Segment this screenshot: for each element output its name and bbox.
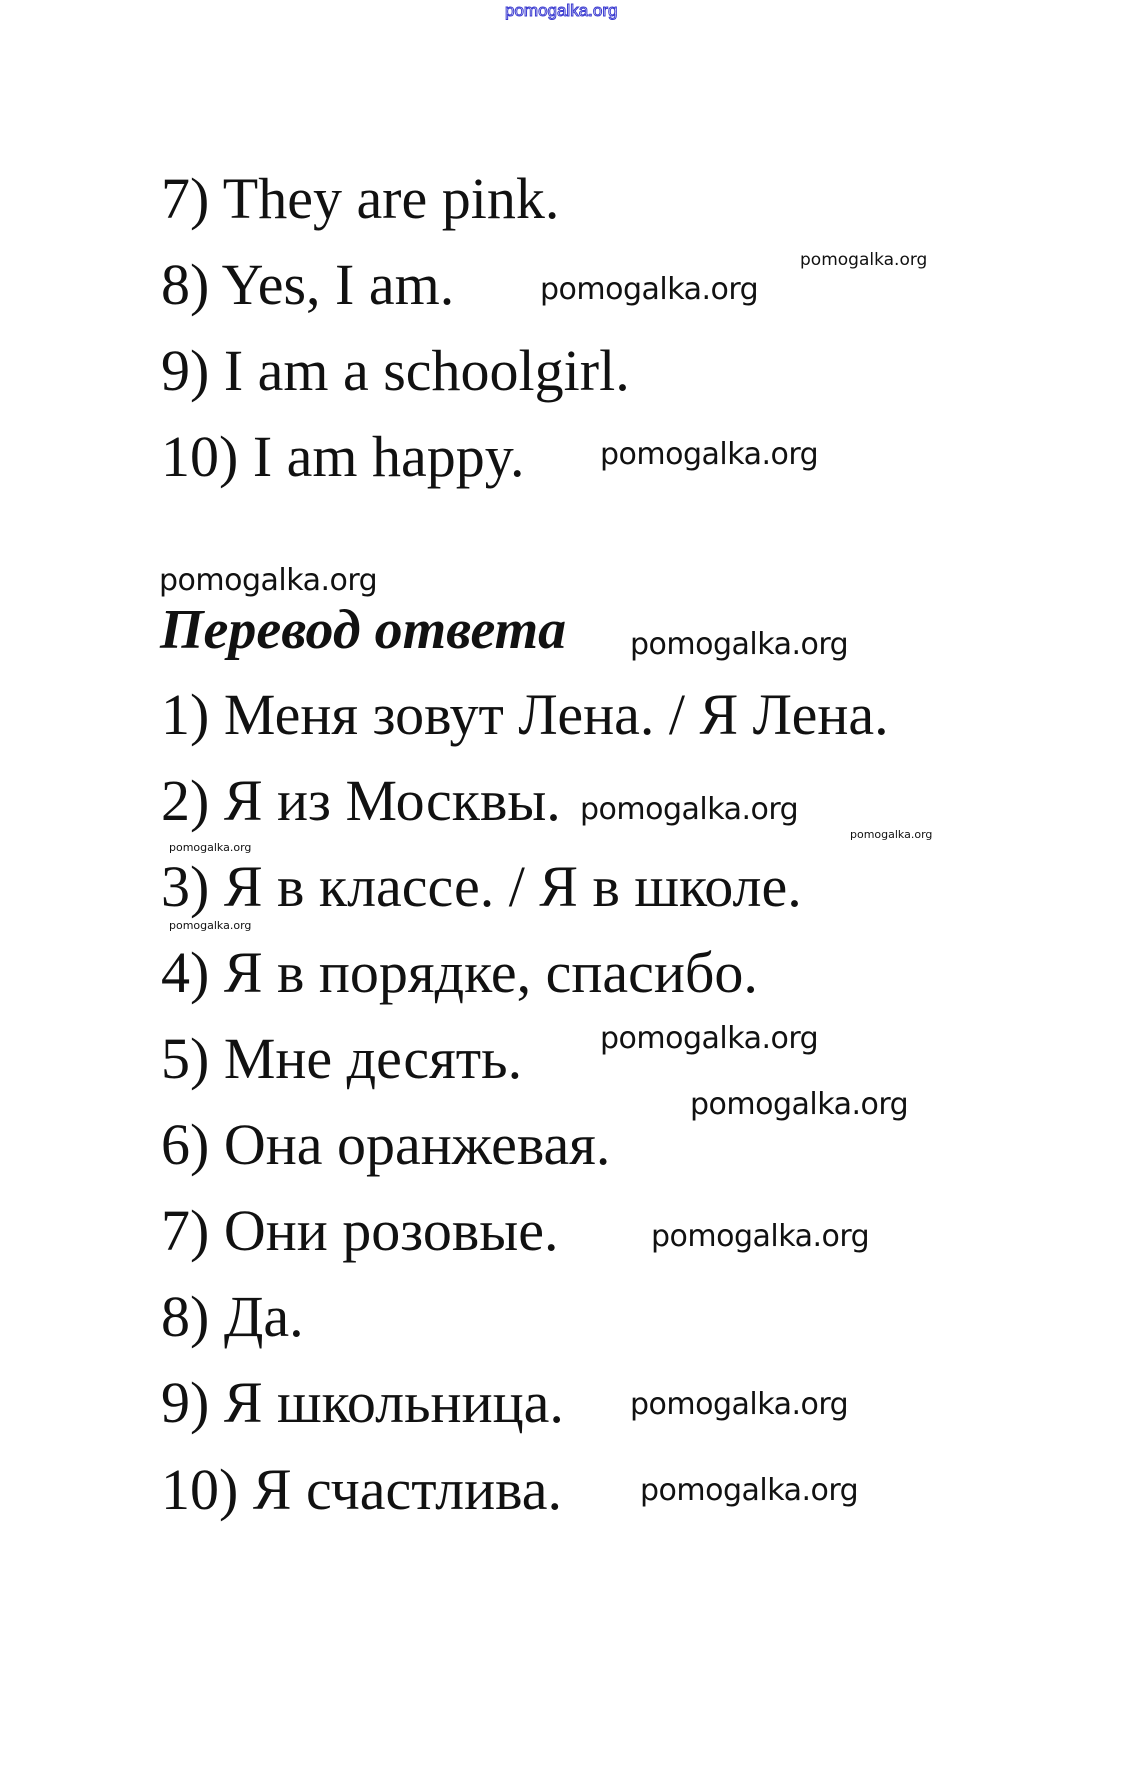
watermark: pomogalka.org [169,841,252,854]
watermark: pomogalka.org [540,272,759,307]
translation-line: 6) Она оранжевая. [161,1112,611,1177]
watermark: pomogalka.org [169,919,252,932]
watermark: pomogalka.org [630,627,849,662]
watermark: pomogalka.org [600,1021,819,1056]
translation-line: 5) Мне десять. [161,1026,523,1091]
watermark: pomogalka.org [800,250,928,270]
translation-line: 2) Я из Москвы. [161,768,561,833]
watermark: pomogalka.org [850,828,933,841]
translation-line: 9) Я школьница. [161,1370,564,1435]
watermark: pomogalka.org [651,1219,870,1254]
answer-line: 7) They are pink. [161,166,560,231]
translation-line: 4) Я в порядке, спасибо. [161,940,758,1005]
watermark: pomogalka.org [159,563,378,598]
translation-line: 10) Я счастлива. [161,1457,562,1522]
watermark: pomogalka.org [505,1,618,20]
watermark: pomogalka.org [580,792,799,827]
translation-line: 3) Я в классе. / Я в школе. [161,854,802,919]
translation-line: 8) Да. [161,1284,304,1349]
answer-line: 8) Yes, I am. [161,252,455,317]
watermark: pomogalka.org [600,437,819,472]
watermark: pomogalka.org [690,1087,909,1122]
answer-line: 9) I am a schoolgirl. [161,338,630,403]
watermark: pomogalka.org [630,1387,849,1422]
translation-line: 1) Меня зовут Лена. / Я Лена. [161,682,889,747]
answer-line: 10) I am happy. [161,424,525,489]
section-heading: Перевод ответа [160,599,567,661]
translation-line: 7) Они розовые. [161,1198,559,1263]
watermark: pomogalka.org [640,1473,859,1508]
